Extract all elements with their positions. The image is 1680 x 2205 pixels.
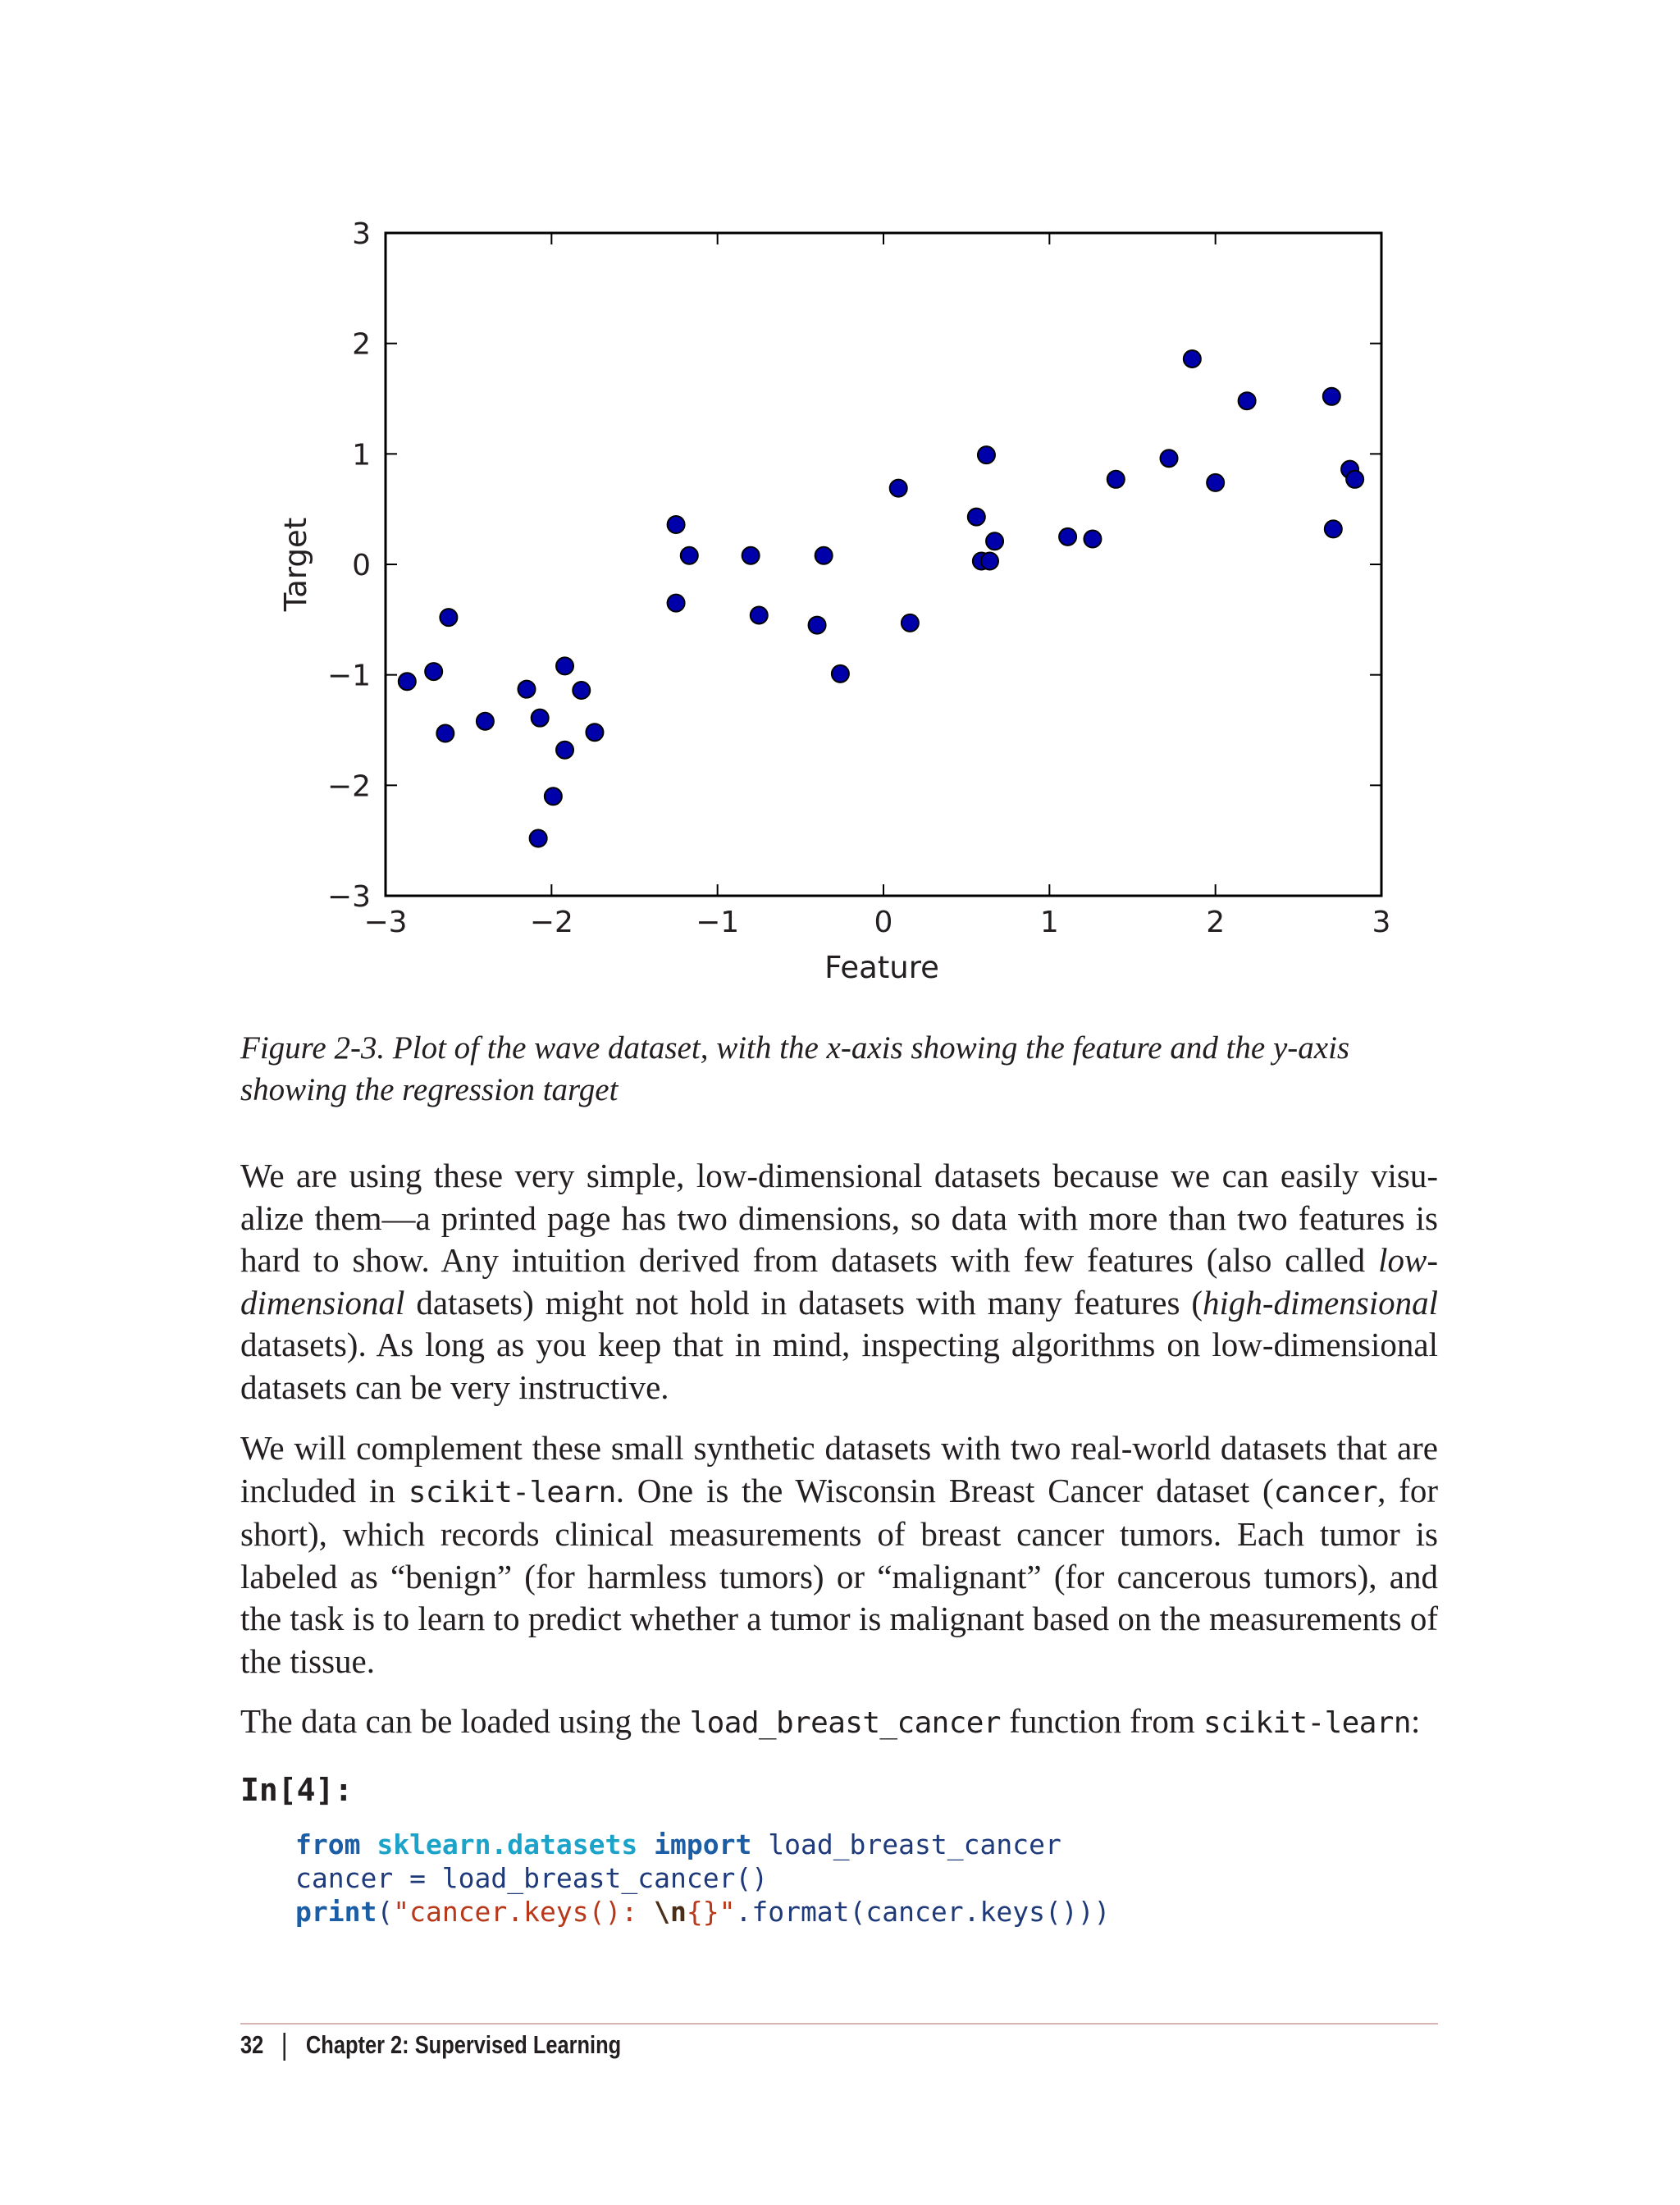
para2-text-1: We will complement these small synthetic datasets with two real-world datasets that are included in — [240, 1429, 1438, 1509]
page-footer — [240, 2030, 621, 2061]
para1-text-1: We are using these very simple, low-dimensional datasets because we can easily visualize them—a printed page has two dimensions, so data with more than two features is hard to show. Any intuition derived from datasets with few features (also called — [240, 1157, 1438, 1279]
wave-scatter-chart — [0, 0, 1680, 1001]
data-point — [530, 829, 547, 847]
data-point — [556, 657, 573, 674]
para2-code-1: scikit-learn — [408, 1475, 616, 1509]
data-point — [1207, 474, 1224, 491]
y-tick-label: 1 — [352, 438, 371, 472]
data-point — [440, 609, 457, 626]
chapter-title: Chapter 2: Supervised Learning — [305, 2030, 622, 2059]
ticks — [327, 217, 1391, 939]
paragraph-2 — [240, 1427, 1438, 1682]
code-keyword-print: print — [295, 1896, 377, 1928]
data-point — [1325, 520, 1342, 537]
data-point — [809, 617, 826, 634]
para3-code-1: load_breast_cancer — [689, 1706, 1001, 1740]
data-point — [1346, 471, 1363, 488]
data-point — [981, 552, 998, 569]
y-axis-label: Target — [278, 517, 313, 612]
data-point — [832, 665, 849, 682]
para1-text-2: datasets) might not hold in datasets with many features ( — [404, 1283, 1203, 1322]
data-point — [1184, 350, 1201, 368]
data-point — [681, 547, 698, 564]
data-point — [518, 681, 535, 698]
scatter-points — [399, 350, 1363, 847]
data-point — [986, 532, 1003, 550]
code-escape: \n — [654, 1896, 687, 1928]
data-point — [1161, 450, 1178, 467]
para2-code-2: cancer — [1273, 1475, 1378, 1509]
figure-caption: Figure 2-3. Plot of the wave dataset, with the x-axis showing the feature and the y-axis showing the regression target — [240, 1030, 1350, 1107]
para3-code-2: scikit-learn — [1203, 1706, 1411, 1740]
x-tick-label: 2 — [1206, 906, 1226, 939]
data-point — [399, 673, 416, 690]
axes — [386, 233, 1381, 896]
code-keyword-from: from — [295, 1828, 361, 1860]
data-point — [425, 663, 442, 680]
data-point — [556, 742, 573, 759]
code-prompt: In[4]: — [240, 1772, 354, 1808]
y-tick-label: 2 — [352, 327, 371, 362]
y-tick-label: 3 — [352, 217, 371, 251]
code-module: sklearn.datasets — [377, 1828, 638, 1860]
x-tick-label: 0 — [874, 906, 893, 939]
x-axis-label: Feature — [824, 950, 939, 985]
y-tick-label: −1 — [326, 659, 371, 693]
data-point — [815, 547, 833, 564]
y-tick-label: 0 — [352, 549, 371, 582]
code-keyword-import: import — [654, 1828, 752, 1860]
data-point — [573, 682, 590, 699]
data-point — [1084, 531, 1101, 548]
data-point — [902, 614, 919, 632]
para1-emphasis-1: low-dimensional — [240, 1241, 1438, 1322]
code-import-name: load_breast_cancer — [768, 1828, 1061, 1860]
code-string-2: {}" — [686, 1896, 736, 1928]
data-point — [978, 446, 995, 463]
para1-text-3: datasets). As long as you keep that in mind, inspecting algorithms on low-dimensional datasets can be very instructive. — [240, 1326, 1438, 1406]
para3-text-1: The data can be loaded using the — [240, 1702, 690, 1740]
data-point — [890, 480, 907, 497]
para1-emphasis-2: high-dimensional — [1203, 1283, 1438, 1322]
data-point — [668, 516, 685, 533]
x-tick-label: −2 — [529, 906, 573, 939]
x-tick-label: 1 — [1039, 906, 1059, 939]
x-tick-label: −1 — [696, 906, 740, 939]
para2-text-3: , for short), which records clinical measurements of breast cancer tumors. Each tumor is labeled as “benign” (for harmless tumors) or “malignant” (for cancerous tumors), and the task is to learn to predict whether a tumor is malignant based on the measurements of the tissue. — [240, 1471, 1438, 1680]
data-point — [436, 725, 454, 742]
footer-separator — [284, 2033, 285, 2061]
code-format-call: .format(cancer.keys())) — [735, 1896, 1111, 1928]
y-tick-label: −2 — [326, 769, 371, 804]
data-point — [1323, 388, 1340, 405]
x-tick-label: −3 — [363, 906, 408, 939]
code-block — [295, 1828, 1110, 1929]
data-point — [1107, 471, 1125, 488]
data-point — [477, 713, 494, 730]
code-paren: ( — [377, 1896, 394, 1928]
paragraph-1 — [240, 1155, 1438, 1408]
data-point — [968, 509, 985, 526]
code-line-2: cancer = load_breast_cancer() — [295, 1862, 769, 1894]
page-number: 32 — [240, 2030, 264, 2059]
data-point — [1239, 392, 1256, 409]
data-point — [586, 724, 603, 741]
para3-text-2: function from — [1000, 1702, 1204, 1740]
data-point — [545, 788, 562, 805]
paragraph-3 — [240, 1701, 1438, 1745]
code-line-3 — [295, 1896, 1110, 1928]
code-line-1 — [295, 1828, 1061, 1860]
data-point — [751, 606, 768, 623]
para2-text-2: . One is the Wisconsin Breast Cancer dataset ( — [615, 1471, 1274, 1509]
data-point — [1059, 528, 1076, 546]
footer-divider — [240, 2023, 1438, 2025]
data-point — [532, 710, 549, 727]
para3-text-3: : — [1410, 1702, 1421, 1740]
data-point — [742, 547, 760, 564]
data-point — [668, 595, 685, 612]
code-string-1: "cancer.keys(): — [393, 1896, 655, 1928]
x-tick-label: 3 — [1372, 906, 1391, 939]
plot-frame — [386, 233, 1381, 896]
y-tick-label: −3 — [326, 880, 371, 914]
